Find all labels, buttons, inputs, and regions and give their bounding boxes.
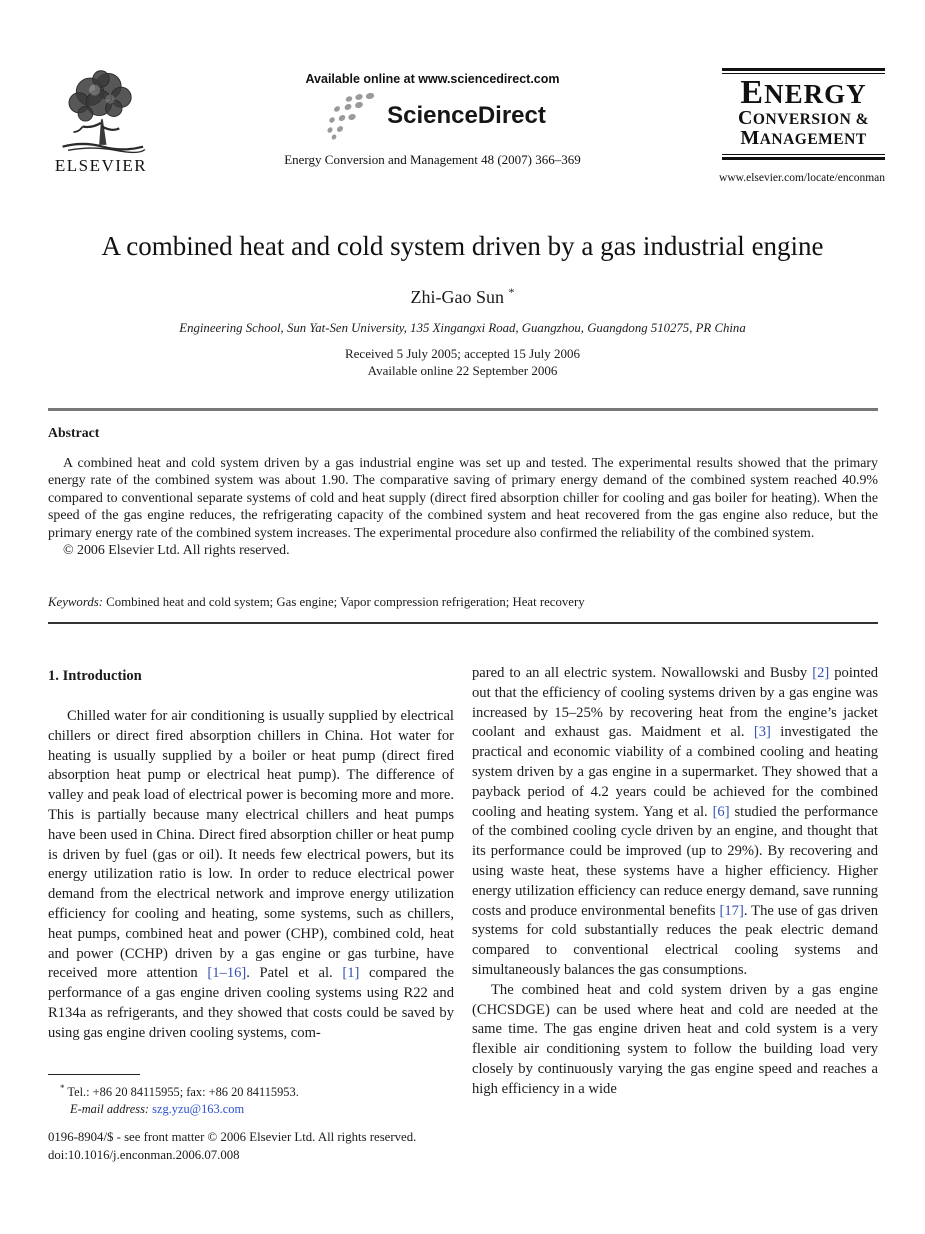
issn-line: 0196-8904/$ - see front matter © 2006 Elsevier Ltd. All rights reserved. bbox=[48, 1130, 417, 1144]
sciencedirect-logo bbox=[160, 92, 705, 140]
footnote-tel-text: Tel.: +86 20 84115955; fax: +86 20 84115953. bbox=[64, 1085, 299, 1100]
journal-logo-text bbox=[722, 74, 885, 154]
available-online-text: Available online at www.sciencedirect.com bbox=[305, 72, 560, 86]
article-affiliation: Engineering School, Sun Yat-Sen University, 135 Xingangxi Road, Guangzhou, Guangdong 510275, PR China bbox=[179, 321, 746, 335]
footnote-email-line bbox=[48, 1101, 454, 1118]
journal-logo bbox=[722, 68, 885, 160]
elsevier-wordmark: ELSEVIER bbox=[54, 156, 148, 175]
email-link[interactable]: szg.yzu@163.com bbox=[152, 1102, 245, 1117]
journal-logo-line2: CONVERSION & bbox=[737, 107, 870, 129]
citation-link[interactable]: [2] bbox=[812, 665, 830, 681]
footnote bbox=[48, 1074, 454, 1118]
footnote-rule bbox=[48, 1074, 140, 1075]
keywords-text: Combined heat and cold system; Gas engine; Vapor compression refrigeration; Heat recovery bbox=[102, 595, 585, 609]
center-header bbox=[160, 72, 705, 168]
article-author bbox=[40, 285, 885, 308]
journal-citation-line: Energy Conversion and Management 48 (2007) 366–369 bbox=[284, 152, 581, 167]
citation-link[interactable]: [17] bbox=[719, 902, 744, 919]
sciencedirect-dots-icon bbox=[319, 92, 381, 140]
footnote-tel bbox=[48, 1080, 454, 1101]
abstract-body bbox=[48, 455, 878, 559]
section-heading-introduction: 1. Introduction bbox=[48, 668, 142, 684]
column-right bbox=[472, 664, 878, 1100]
author-footnote-mark[interactable]: * bbox=[508, 285, 515, 299]
available-online-line: Available online 22 September 2006 bbox=[367, 362, 558, 378]
column-left bbox=[48, 664, 454, 1100]
article-title: A combined heat and cold system driven by a gas industrial engine bbox=[101, 231, 824, 261]
rule-above-abstract bbox=[48, 408, 878, 411]
abstract-copyright: © 2006 Elsevier Ltd. All rights reserved. bbox=[63, 543, 290, 559]
sciencedirect-wordmark: ScienceDirect bbox=[387, 102, 546, 129]
abstract-heading: Abstract bbox=[48, 425, 100, 440]
front-matter-block bbox=[48, 1128, 548, 1164]
intro-paragraph-2: The combined heat and cold system driven by a gas engine (CHCSDGE) can be used where heat and cold are needed at the same time. The gas engine driven heat and cold system is a very flexible air conditioning system to follow the building load very closely by continuously varying the gas engine speed and reaches a high efficiency in a wide bbox=[472, 981, 878, 1097]
intro-paragraph-right: pared to an all electric system. Nowallowski and Busby [2] pointed out that the efficiency of cooling systems driven by a gas engine was increased by 15–25% by recovering heat from the engine’s jacket coolant and exhaust gas. Maidment et al. [3] investigated the practical and economic viability of a combined cooling and heating system driven by a gas engine in a supermarket. They showed that a payback period of 4.2 years could be achieved for the combined cooling and heating system. Yang et al. [6] studied the performance of the combined cooling cycle driven by an engine, and thought that its performance could be improved (up to 29%). By recovering and using waste heat, these systems have a higher efficiency. Higher energy utilization efficiency can reduce energy demand, save running costs and produce environmental benefits [17]. The use of gas driven systems for cold substantially reduces the peak electric demand compared to conventional electrical cooling systems and simultaneously balances the gas consumptions. bbox=[472, 665, 878, 978]
email-label: E-mail address: bbox=[70, 1102, 150, 1117]
doi-line: doi:10.1016/j.enconman.2006.07.008 bbox=[48, 1148, 240, 1162]
citation-link[interactable]: [1] bbox=[342, 965, 360, 982]
elsevier-logo bbox=[46, 68, 156, 176]
abstract-paragraph: A combined heat and cold system driven by a gas industrial engine was set up and tested. The experimental results showed that the primary energy rate of the combined system was about 1.90. The comparative saving of primary energy demand of the combined system reached 40.9% compared to conventional separate systems of cold and heat supply (direct fired absorption chiller for cooling and gas boiler for heating). When the speed of the gas engine reduces, the refrigerating capacity of the combined system and heat recovered from the gas engine also reduce, but the primary energy rate of the combined system increases. The experimental procedure also confirmed the reliability of the combined system. bbox=[48, 456, 878, 541]
citation-link[interactable]: [6] bbox=[712, 803, 730, 820]
elsevier-tree-icon bbox=[55, 68, 147, 154]
author-name: Zhi-Gao Sun bbox=[410, 287, 504, 307]
keywords-label: Keywords: bbox=[48, 595, 103, 609]
received-line: Received 5 July 2005; accepted 15 July 2006 bbox=[344, 346, 581, 361]
rule-below-keywords bbox=[48, 622, 878, 624]
intro-paragraph-left: Chilled water for air conditioning is usually supplied by electrical chillers or direct fired absorption chillers in China. Hot water for heating is usually supplied by a boiler or heat pump (direct fired absorption heat pump or electrical heat pump). The difference of valley and peak load of electrical power is becoming more and more. This is partially because many electrical chillers and heat pumps have been used in China. Direct fired absorption chiller or heat pump is driven by fuel (gas or oil). It needs few electrical powers, but its energy utilization ratio is low. In order to reduce electrical power demand from the electrical network and improve energy utilization efficiency for cooling and heating, some systems, such as chillers, heat pumps, combined heat and power (CHP), combined cold, heat and power (CCHP) driven by a gas engine or gas turbine, have received more attention [1–16]. Patel et al. [1] compared the performance of a gas engine driven cooling systems using R22 and R134a as refrigerants, and they showed that costs could be saved by using gas engine driven cooling systems, com- bbox=[48, 708, 454, 1041]
body-columns bbox=[48, 664, 878, 1100]
footnote-marker: * bbox=[60, 1083, 65, 1093]
article-dates bbox=[40, 346, 885, 379]
journal-url: www.elsevier.com/locate/enconman bbox=[719, 172, 885, 184]
citation-link[interactable]: [1–16] bbox=[207, 965, 247, 982]
keywords-line bbox=[48, 595, 878, 610]
logo-rule-bottom-thick bbox=[722, 157, 885, 160]
citation-link[interactable]: [3] bbox=[753, 724, 771, 741]
journal-logo-line1: ENERGY bbox=[740, 74, 867, 111]
journal-logo-line3: MANAGEMENT bbox=[740, 127, 867, 149]
